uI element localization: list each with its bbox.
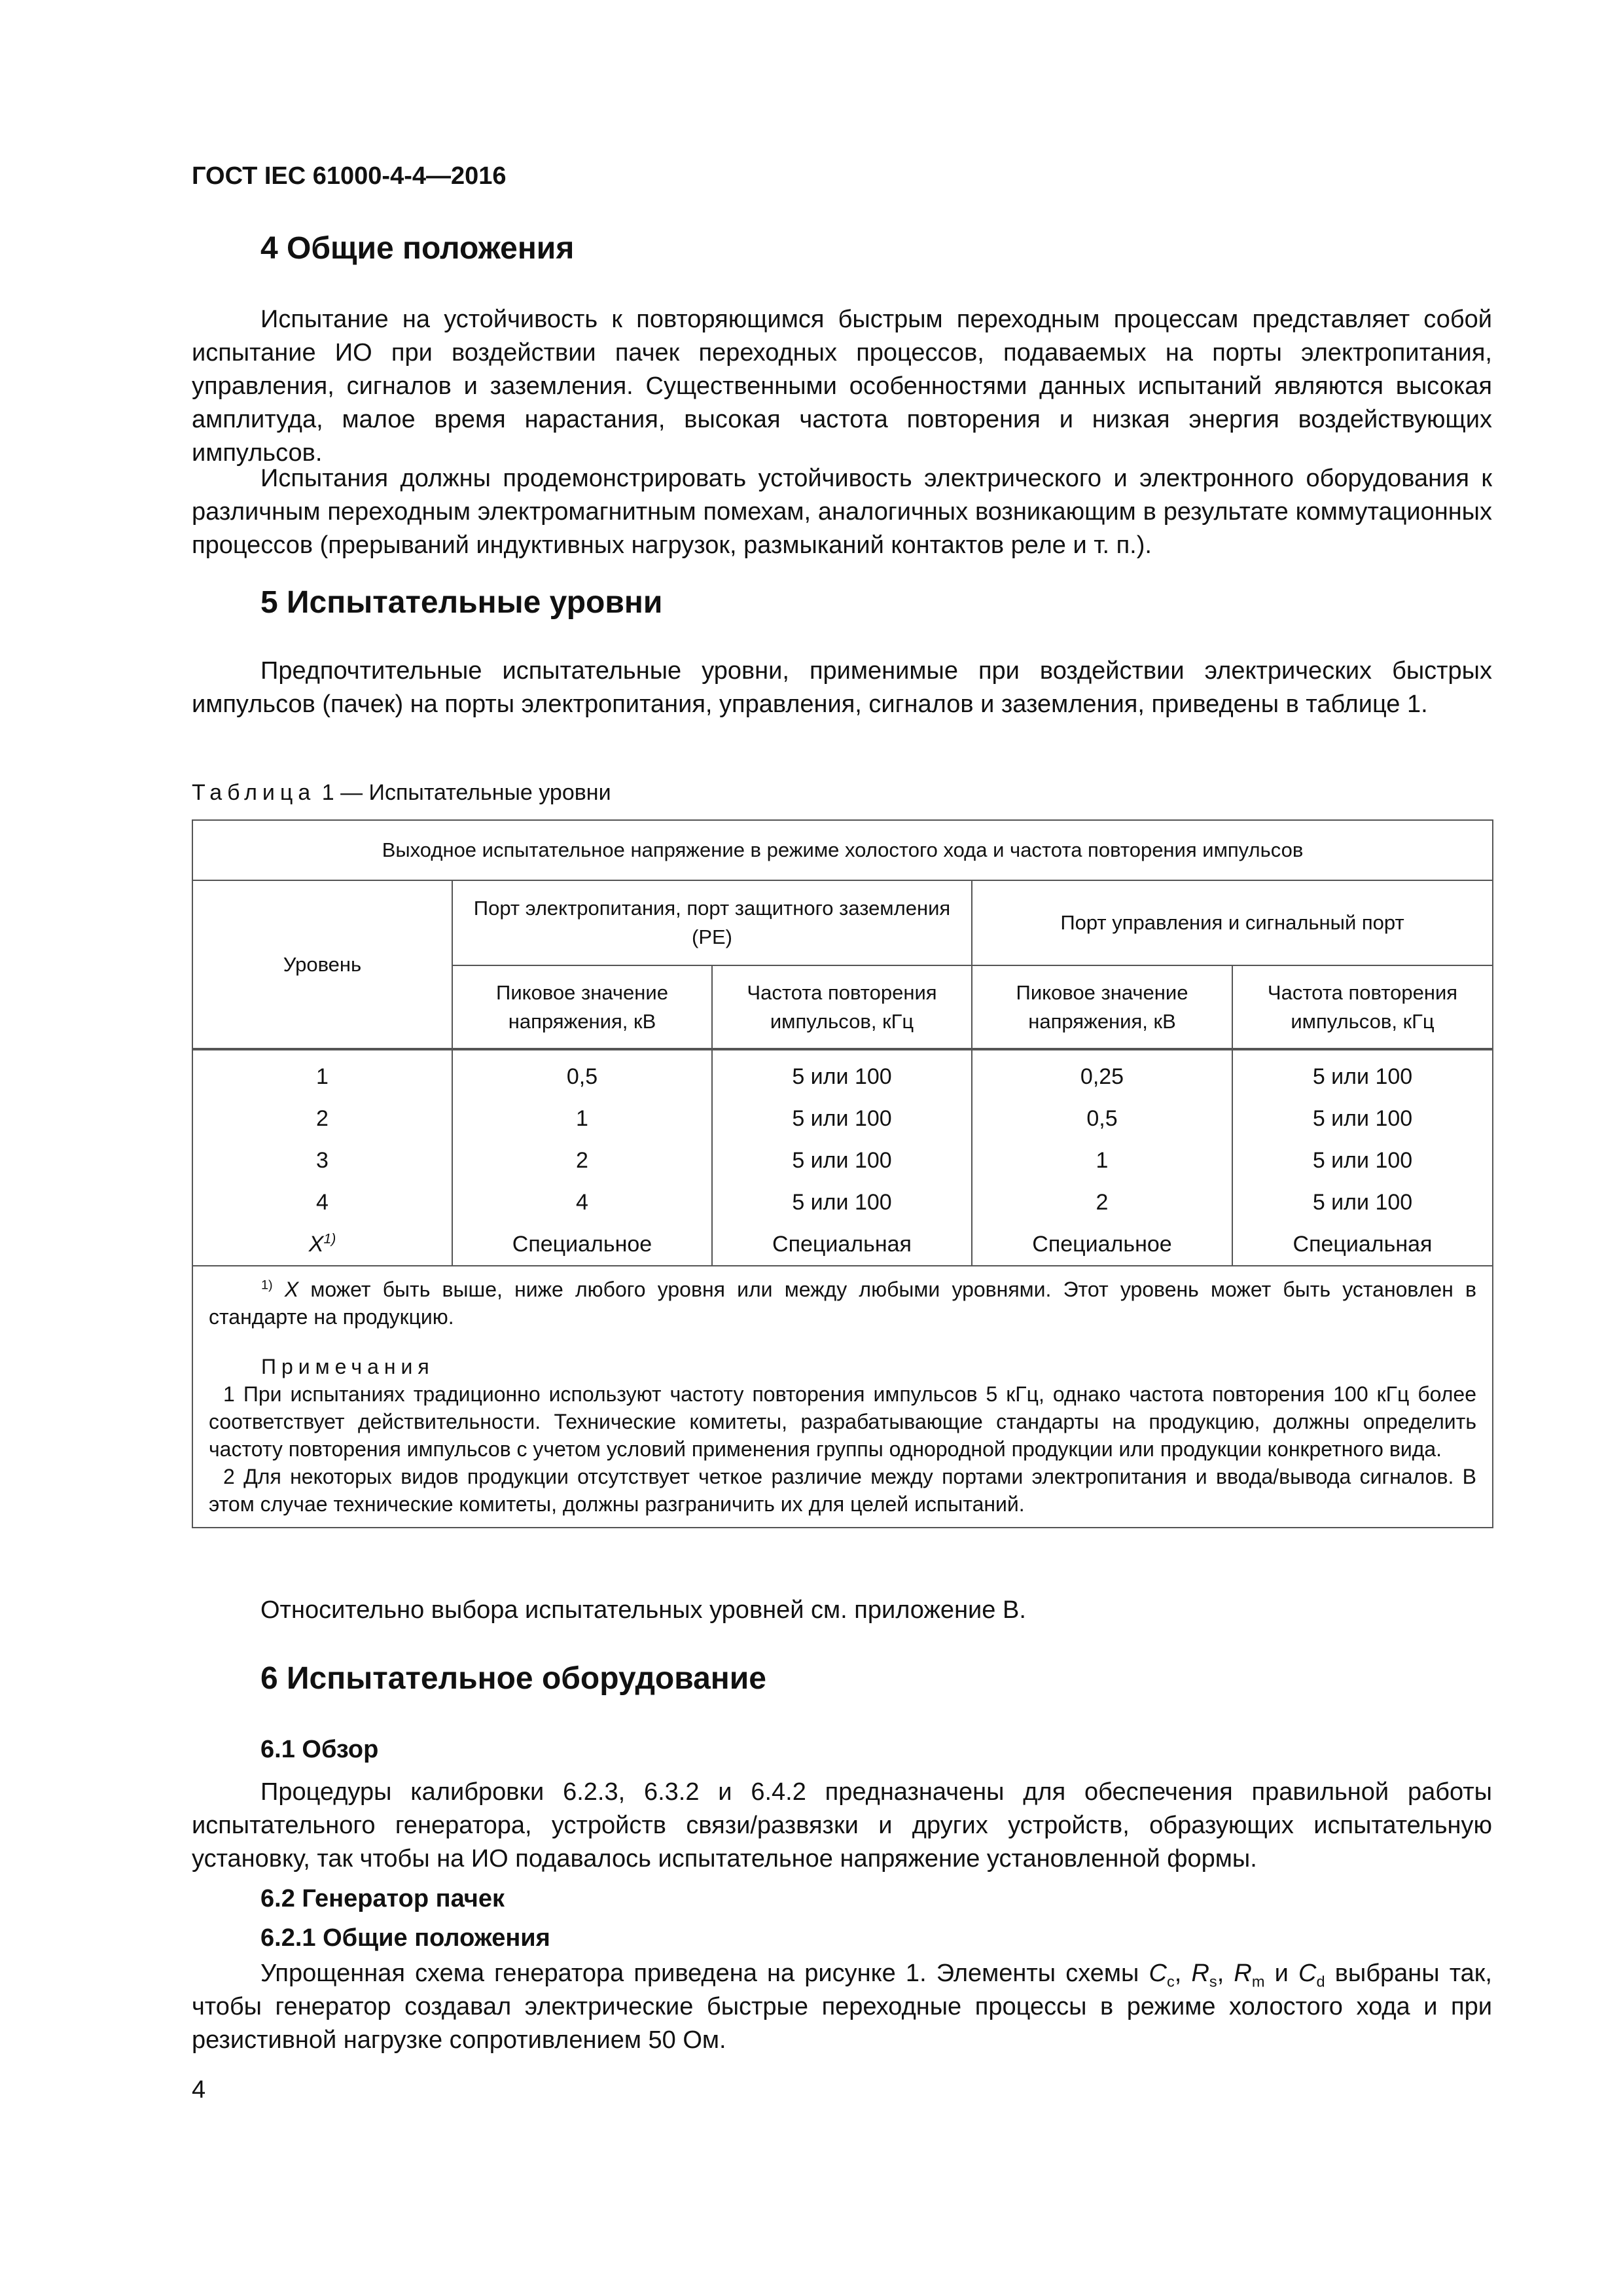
cell-freq-power: Специальная [712, 1223, 972, 1266]
table-header-freq-control: Частота повторения импульсов, кГц [1232, 965, 1493, 1049]
table-header-top: Выходное испытательное напряжение в режиме холостого хода и частота повторения импульсов [192, 820, 1493, 880]
cell-level: 1 [192, 1049, 452, 1098]
cell-peak-control: 0,25 [972, 1049, 1232, 1098]
symbol-cc: C [1149, 1960, 1167, 1987]
cell-peak-power: 0,5 [452, 1049, 712, 1098]
section-6-1-paragraph: Процедуры калибровки 6.2.3, 6.3.2 и 6.4.2 предназначены для обеспечения правильной работы испытательного генератора, устройств связи/развязки и других устройств, образующих испытательную установку, так чтобы на ИО подавалось испытательное напряжение установленной формы. [192, 1778, 1492, 1873]
section-4-paragraph-1: Испытание на устойчивость к повторяющимся быстрым переходным процессам представляет собой испытание ИО при воздействии пачек переходных процессов, подаваемых на порты электропитания, управления, сигналов и заземления. Существенными особенностями данных испытаний являются высокая амплитуда, малое время нарастания, высокая частота повторения и низкая энергия воздействующих импульсов. [192, 306, 1492, 467]
table-header-freq-power: Частота повторения импульсов, кГц [712, 965, 972, 1049]
note-1: 1 При испытаниях традиционно используют частоту повторения импульсов 5 кГц, однако частота повторения 100 кГц более соответствует действительности. Технические комитеты, разрабатывающие стандарты на продукцию, должны определить частоту повторения импульсов с учетом условий применения группы однородной продукции или продукции конкретного вида. [209, 1382, 1476, 1461]
conjunction-and: и [1264, 1960, 1299, 1987]
section-5-paragraph-1: Предпочтительные испытательные уровни, применимые при воздействии электрических быстрых импульсов (пачек) на порты электропитания, управления, сигналов и заземления, приведены в таблице 1. [192, 657, 1492, 718]
cell-freq-power: 5 или 100 [712, 1049, 972, 1098]
table-header-power-port: Порт электропитания, порт защитного заземления (PE) [452, 880, 972, 965]
table-header-control-port: Порт управления и сигнальный порт [972, 880, 1493, 965]
test-levels-table [192, 819, 1493, 1528]
table-notes [192, 1266, 1493, 1528]
subscript-s: s [1209, 1973, 1217, 1990]
cell-peak-power: 2 [452, 1139, 712, 1181]
section-6-2-title: 6.2 Генератор пачек [260, 1885, 505, 1912]
section-4-title: 4 Общие положения [260, 231, 575, 266]
symbol-cd: C [1298, 1960, 1317, 1987]
cell-peak-control: Специальное [972, 1223, 1232, 1266]
table-row [192, 1223, 1493, 1266]
cell-level: 2 [192, 1098, 452, 1139]
level-x-footnote-mark: 1) [323, 1231, 336, 1247]
comma-2: , [1217, 1960, 1234, 1987]
symbol-rs: R [1191, 1960, 1209, 1987]
table-header-level: Уровень [192, 880, 452, 1049]
cell-peak-control: 1 [972, 1139, 1232, 1181]
section-5-title: 5 Испытательные уровни [260, 585, 663, 620]
table-row [192, 1098, 1493, 1139]
subscript-d: d [1316, 1973, 1325, 1990]
cell-level: 3 [192, 1139, 452, 1181]
cell-freq-control: 5 или 100 [1232, 1139, 1493, 1181]
symbol-rm: R [1234, 1960, 1252, 1987]
note-2: 2 Для некоторых видов продукции отсутствует четкое различие между портами электропитания и ввода/вывода сигналов. В этом случае технические комитеты, должны разграничить их для целей испытаний. [209, 1465, 1476, 1516]
table-caption-word: Таблица [192, 780, 316, 805]
standard-header: ГОСТ IEC 61000-4-4—2016 [192, 162, 507, 190]
notes-title: Примечания [261, 1355, 435, 1378]
table-row [192, 1181, 1493, 1223]
cell-freq-control: 5 или 100 [1232, 1098, 1493, 1139]
cell-freq-control: 5 или 100 [1232, 1049, 1493, 1098]
after-table-paragraph: Относительно выбора испытательных уровней см. приложение В. [260, 1596, 1026, 1624]
section-6-1-title: 6.1 Обзор [260, 1736, 379, 1763]
table-row [192, 1049, 1493, 1098]
table-row [192, 1139, 1493, 1181]
cell-freq-power: 5 или 100 [712, 1098, 972, 1139]
subscript-c: c [1166, 1973, 1175, 1990]
section-4-paragraph-2: Испытания должны продемонстрировать устойчивость электрического и электронного оборудования к различным переходным электромагнитным помехам, аналогичных возникающим в результате коммутационных процессов (прерываний индуктивных нагрузок, размыканий контактов реле и т. п.). [192, 465, 1492, 559]
page-number: 4 [192, 2076, 206, 2104]
table-caption [192, 780, 611, 806]
cell-freq-control: 5 или 100 [1232, 1181, 1493, 1223]
footnote-x: X [284, 1278, 299, 1301]
s621-text-a: Упрощенная схема генератора приведена на рисунке 1. Элементы схемы [260, 1960, 1149, 1987]
section-6-title: 6 Испытательное оборудование [260, 1661, 766, 1696]
cell-peak-control: 0,5 [972, 1098, 1232, 1139]
s621-text-b: выбраны так, чтобы генератор создавал электрические быстрые переходные процессы в режиме холостого хода и при резистивной нагрузке сопротивлением 50 Ом. [192, 1960, 1492, 2054]
cell-freq-power: 5 или 100 [712, 1181, 972, 1223]
table-caption-rest: 1 — Испытательные уровни [315, 780, 611, 805]
cell-peak-power: 4 [452, 1181, 712, 1223]
table-header-peak-power: Пиковое значение напряжения, кВ [452, 965, 712, 1049]
cell-peak-control: 2 [972, 1181, 1232, 1223]
cell-peak-power: Специальное [452, 1223, 712, 1266]
cell-freq-power: 5 или 100 [712, 1139, 972, 1181]
cell-peak-power: 1 [452, 1098, 712, 1139]
level-x-symbol: X [308, 1232, 324, 1257]
table-header-peak-control: Пиковое значение напряжения, кВ [972, 965, 1232, 1049]
table-footnote [209, 1276, 1476, 1331]
section-6-2-1-paragraph [192, 1957, 1492, 2057]
footnote-text: может быть выше, ниже любого уровня или между любыми уровнями. Этот уровень может быть установлен в стандарте на продукцию. [209, 1278, 1477, 1329]
cell-level-x [192, 1223, 452, 1266]
cell-level: 4 [192, 1181, 452, 1223]
footnote-mark: 1) [261, 1278, 273, 1293]
subscript-m: m [1251, 1973, 1265, 1990]
comma-1: , [1174, 1960, 1192, 1987]
section-6-2-1-title: 6.2.1 Общие положения [260, 1924, 550, 1952]
cell-freq-control: Специальная [1232, 1223, 1493, 1266]
